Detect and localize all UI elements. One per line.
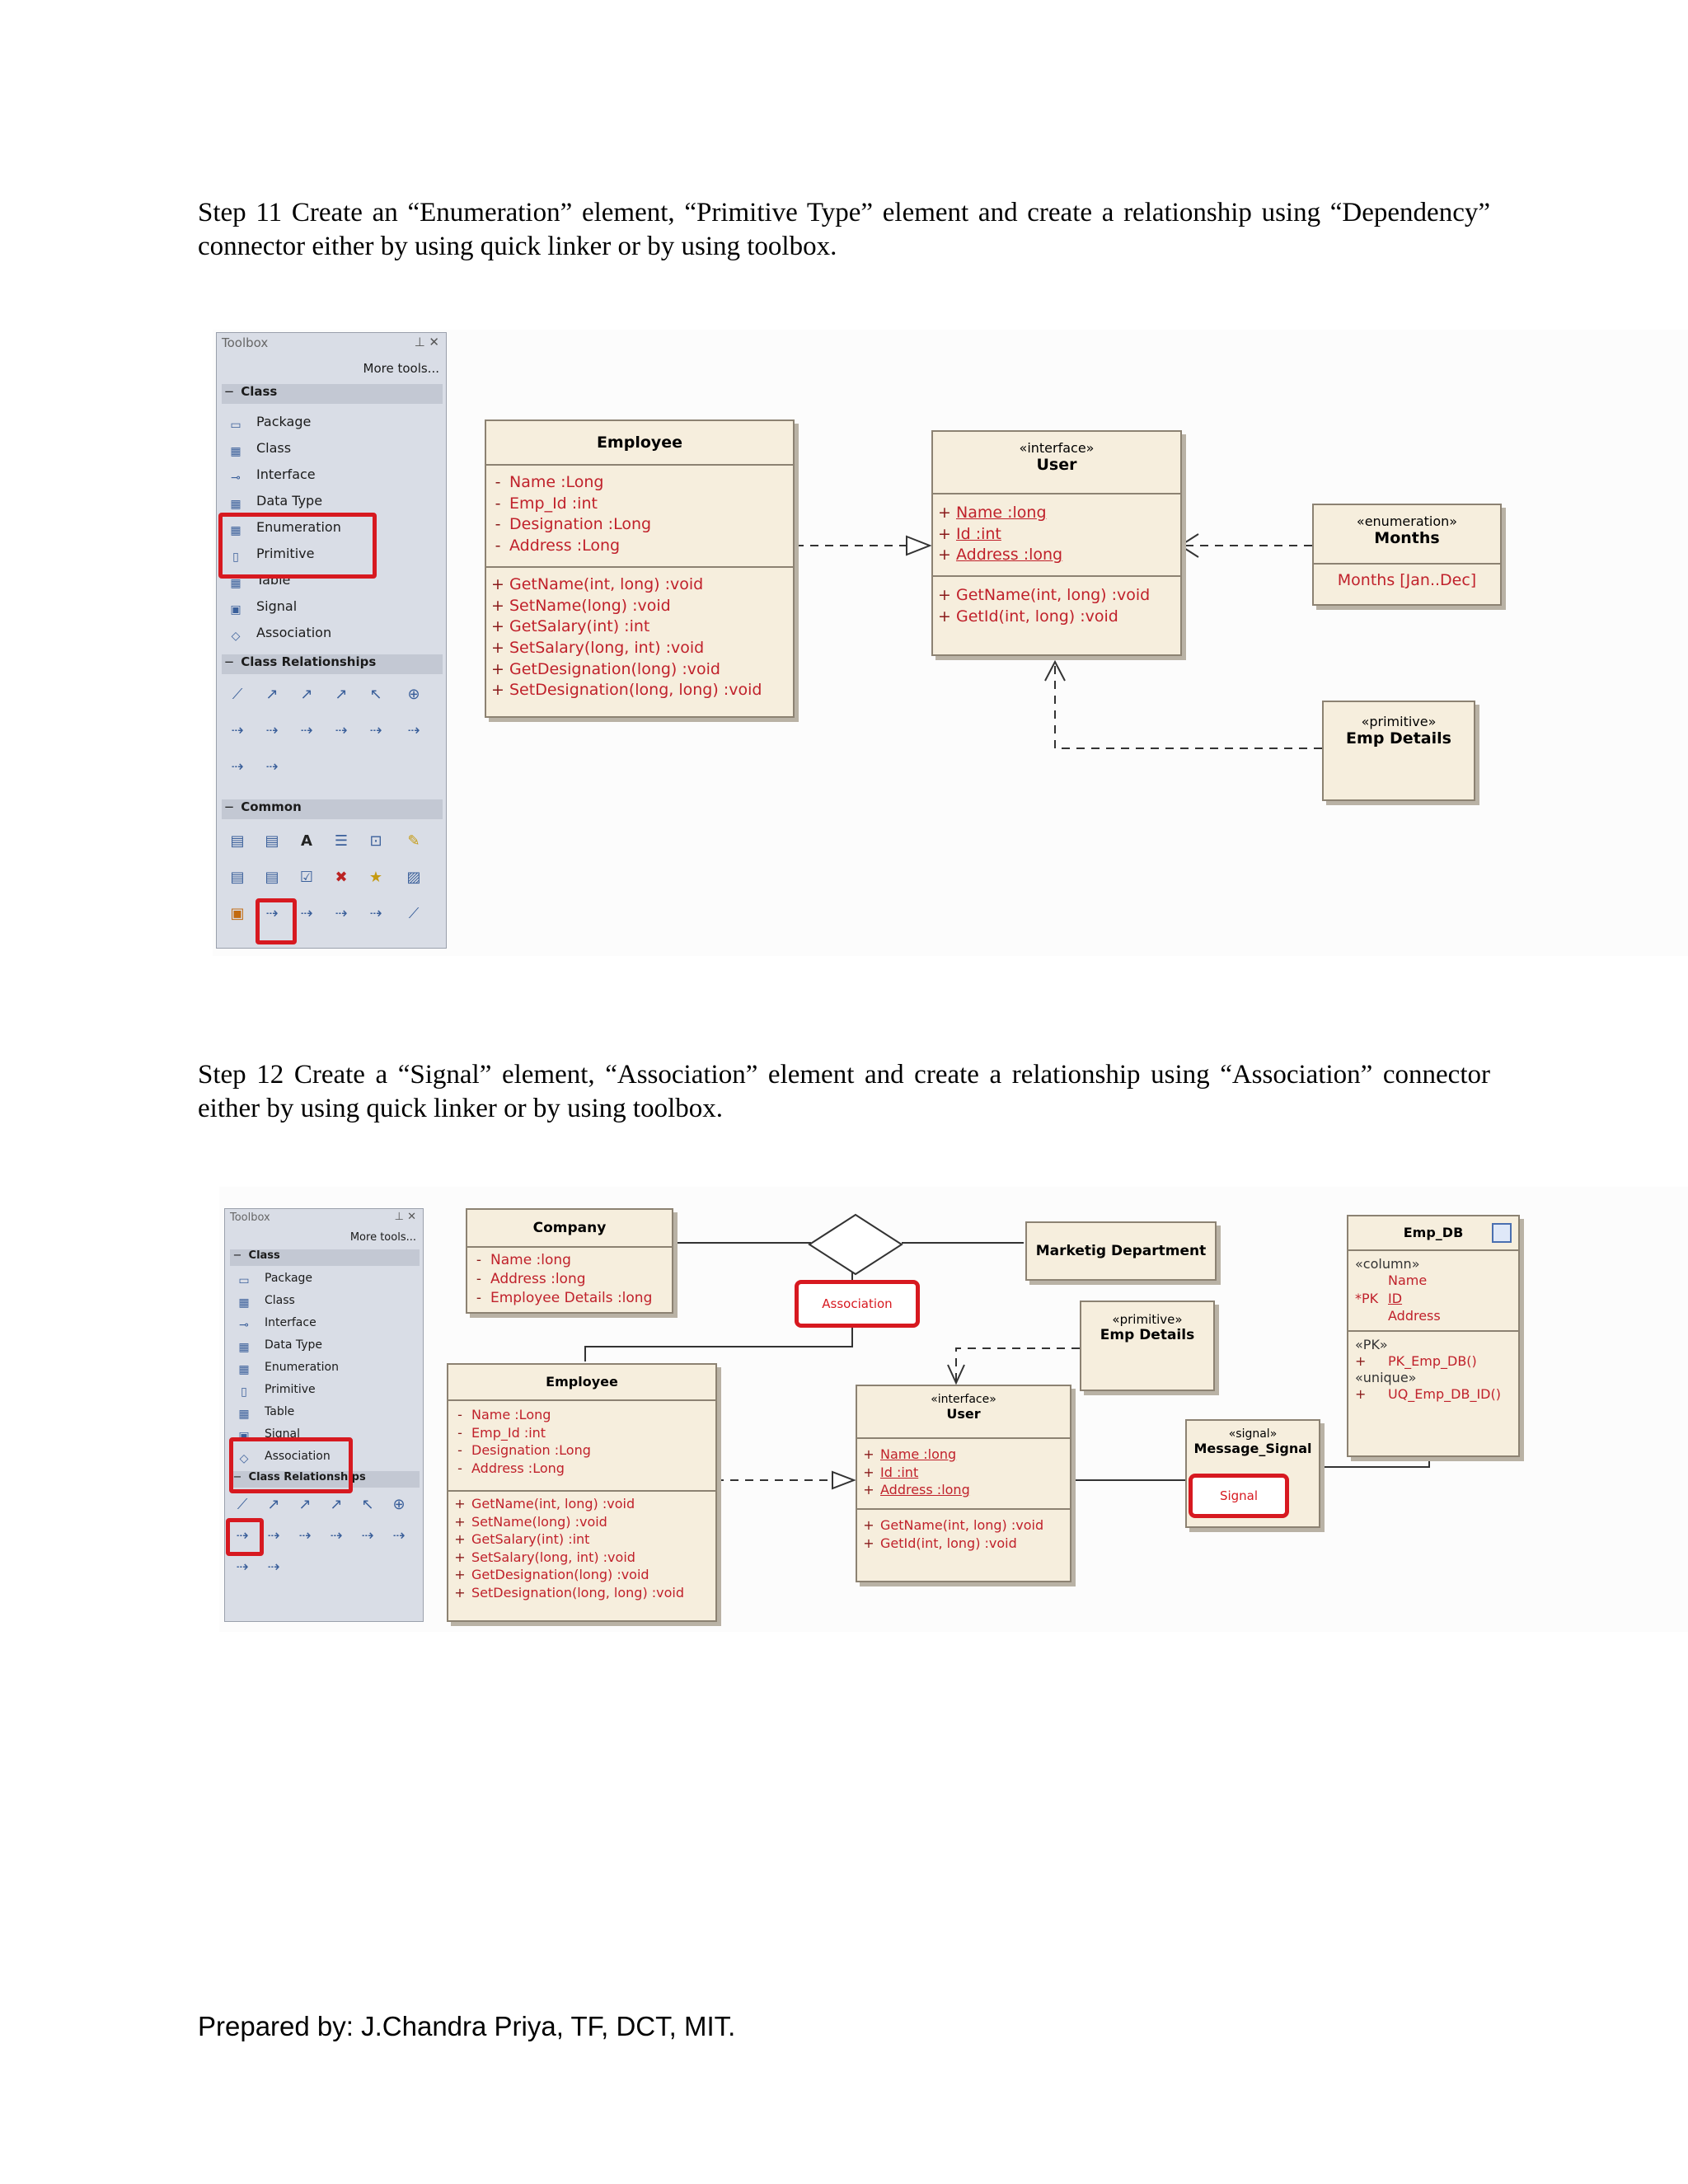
package-icon: ▭ bbox=[238, 1274, 250, 1287]
toolbox-item-signal[interactable]: ▣ Signal bbox=[237, 1427, 300, 1443]
toolbox-panel-2: Toolbox ⊥ ✕ More tools... − Class ▭ Package ▦ Class ⊸ Interface ▦ Data Type ▦ Enumeration ▯ Primitive ▦ Table ▣ Signal ◇ Association − Class Relationships ⟋ ↗ ↗ ↗ ↖ ⊕ ⇢ ⇢ ⇢ ⇢ ⇢ ⇢ ⇢ ⇢ bbox=[224, 1208, 424, 1622]
emp-details-primitive-box-2[interactable]: «primitive» Emp Details bbox=[1080, 1301, 1215, 1391]
operation: GetName(int, long) :void bbox=[880, 1517, 1044, 1533]
step-12-text: Step 12 Create a “Signal” element, “Association” element and create a relationship using “Association” connector either by using quick linker or by using toolbox. bbox=[198, 1060, 1490, 1123]
dependency-icon[interactable]: ⇢ bbox=[236, 1527, 249, 1544]
enumeration-icon: ▦ bbox=[238, 1363, 250, 1376]
emp-db-table-box[interactable]: Emp_DB «column» Name *PK ID Address «PK» + PK_Emp_DB() «unique» + UQ_Emp_DB_ID() bbox=[1347, 1215, 1520, 1457]
association-icon: ◇ bbox=[231, 630, 241, 643]
package-icon: ▭ bbox=[230, 419, 241, 432]
generalization-icon[interactable]: ↗ bbox=[267, 1496, 280, 1513]
attribute: Name :long bbox=[490, 1252, 571, 1268]
boundary-icon[interactable]: ▤ bbox=[265, 869, 279, 886]
unique-operation: UQ_Emp_DB_ID() bbox=[1388, 1386, 1501, 1403]
step-11-text: Step 11 Create an “Enumeration” element, “Primitive Type” element and create a relationship using “Dependency” connector either by using quick linker or by using toolbox. bbox=[198, 198, 1490, 261]
toolbox-item-association[interactable]: ◇ Association bbox=[237, 1450, 331, 1465]
employee-operations: + GetName(int, long) :void + SetName(long) :void + GetSalary(int) :int + SetSalary(long, int) :void + GetDesignation(long) :void + SetDesignation(long, long) :void bbox=[491, 575, 762, 700]
import-icon[interactable]: ⇢ bbox=[392, 1527, 406, 1544]
toolbox-item-table[interactable]: ▦ Table bbox=[237, 1405, 294, 1421]
usage-icon[interactable]: ⇢ bbox=[298, 1527, 312, 1544]
operation: SetDesignation(long, long) :void bbox=[471, 1584, 685, 1601]
class-section-header[interactable]: − Class bbox=[222, 384, 443, 404]
note-link-icon[interactable]: ⇢ bbox=[369, 905, 382, 922]
hyperlink-icon[interactable]: ⊡ bbox=[369, 832, 382, 850]
message-signal-box[interactable]: «signal» Message_Signal bbox=[1185, 1419, 1320, 1528]
operation: SetName(long) :void bbox=[471, 1513, 607, 1530]
issue-icon[interactable]: ✖ bbox=[335, 869, 348, 886]
association-icon: ◇ bbox=[239, 1452, 249, 1465]
signal-icon: ▣ bbox=[230, 603, 241, 616]
attribute: Id :int bbox=[880, 1464, 919, 1480]
operation: GetName(int, long) :void bbox=[471, 1496, 635, 1511]
toolbox-item-interface[interactable]: ⊸ Interface bbox=[228, 466, 316, 485]
operation: GetId(int, long) :void bbox=[880, 1535, 1017, 1551]
attribute: Address :Long bbox=[509, 536, 621, 555]
marketing-department-box[interactable] bbox=[1025, 1221, 1217, 1281]
employee-class-box-2[interactable]: Employee - Name :Long - Emp_Id :int - Designation :Long - Address :Long + GetName(int, long) :void + SetName(long) :void + GetSalary(int) :int + SetSalary(long, int) :void + GetDesignation(long) :void + SetDesignation(long, long) :void bbox=[447, 1363, 717, 1622]
import-icon[interactable]: ⇢ bbox=[407, 722, 420, 739]
attribute: Address :Long bbox=[471, 1460, 565, 1476]
toolbox-item-class[interactable]: ▦ Class bbox=[228, 440, 291, 458]
attribute: Id :int bbox=[956, 524, 1001, 543]
operation: SetDesignation(long, long) :void bbox=[509, 681, 762, 700]
table-icon: ▦ bbox=[238, 1408, 250, 1421]
composition-icon[interactable]: ↗ bbox=[330, 1496, 343, 1513]
operation: SetSalary(long, int) :void bbox=[471, 1549, 635, 1565]
operation: SetName(long) :void bbox=[509, 596, 671, 615]
toolbox-item-enumeration[interactable]: ▦ Enumeration bbox=[237, 1361, 339, 1376]
nesting-icon[interactable]: ⊕ bbox=[407, 686, 420, 703]
operation: GetName(int, long) :void bbox=[509, 575, 704, 593]
aggregation-icon[interactable]: ↗ bbox=[300, 686, 313, 703]
association-connector-icon[interactable]: ⟋ bbox=[237, 1496, 248, 1513]
months-literal: Months [Jan..Dec] bbox=[1337, 571, 1477, 589]
attribute: Address :long bbox=[490, 1270, 586, 1287]
text-icon[interactable]: A bbox=[301, 832, 312, 850]
toolbox-item-association[interactable]: ◇ Association bbox=[228, 625, 331, 643]
employee-class-name: Employee bbox=[486, 421, 793, 466]
access-icon[interactable]: ⇢ bbox=[267, 1558, 280, 1576]
toolbox-item-package[interactable]: ▭ Package bbox=[228, 414, 311, 432]
class-icon: ▦ bbox=[230, 445, 241, 458]
table-icon: ▦ bbox=[230, 577, 241, 590]
user-interface-box-2[interactable]: «interface» User + Name :long + Id :int + Address :long + GetName(int, long) :void + GetId(int, long) :void bbox=[856, 1385, 1071, 1582]
column: ID bbox=[1388, 1290, 1403, 1306]
data-type-icon: ▦ bbox=[230, 498, 241, 511]
toolbox-item-data-type[interactable]: ▦ Data Type bbox=[228, 493, 322, 511]
trace-connector-icon[interactable]: ⇢ bbox=[300, 905, 313, 922]
interface-icon: ⊸ bbox=[231, 471, 241, 485]
operation: SetSalary(long, int) :void bbox=[509, 638, 705, 657]
enumeration-icon: ▦ bbox=[230, 524, 241, 537]
attribute: Employee Details :long bbox=[490, 1289, 653, 1306]
class-relationships-section-header[interactable]: − Class Relationships bbox=[222, 654, 443, 674]
attribute: Address :long bbox=[880, 1482, 970, 1498]
class-icon: ▦ bbox=[238, 1296, 250, 1310]
composition-icon[interactable]: ↗ bbox=[335, 686, 348, 703]
attribute: Designation :Long bbox=[509, 515, 652, 534]
company-class-name: Company bbox=[467, 1210, 672, 1248]
primitive-icon: ▯ bbox=[241, 1385, 247, 1399]
image-icon[interactable]: ▨ bbox=[406, 869, 421, 886]
primitive-icon: ▯ bbox=[232, 551, 239, 564]
emp-db-name: Emp_DB bbox=[1403, 1225, 1464, 1240]
dependency-icon[interactable]: ⇢ bbox=[231, 722, 244, 739]
toolbox-item-interface[interactable]: ⊸ Interface bbox=[237, 1316, 316, 1332]
abstraction-icon[interactable]: ⇢ bbox=[361, 1527, 374, 1544]
attribute: Name :long bbox=[956, 504, 1047, 522]
substitution-icon[interactable]: ⇢ bbox=[330, 1527, 343, 1544]
aggregation-icon[interactable]: ↗ bbox=[298, 1496, 312, 1513]
operation: GetName(int, long) :void bbox=[956, 586, 1151, 604]
pk-operation: PK_Emp_DB() bbox=[1388, 1352, 1477, 1369]
toolbox-item-signal[interactable]: ▣ Signal bbox=[228, 598, 297, 616]
attribute: Name :Long bbox=[471, 1407, 551, 1422]
operation: GetSalary(int) :int bbox=[471, 1531, 590, 1548]
toolbox-item-data-type[interactable]: ▦ Data Type bbox=[237, 1338, 322, 1354]
common-section-header[interactable]: − Common bbox=[222, 799, 443, 819]
column: Name bbox=[1388, 1272, 1428, 1288]
constraint-icon[interactable]: ▣ bbox=[230, 905, 245, 922]
realization-icon[interactable]: ↖ bbox=[361, 1496, 374, 1513]
toolbox-item-table[interactable]: ▦ Table bbox=[228, 572, 290, 590]
user-interface-name: User bbox=[1036, 456, 1077, 474]
employee-attributes: - Name :Long - Emp_Id :int - Designation :Long - Address :Long bbox=[486, 466, 793, 568]
association-diamond bbox=[809, 1215, 902, 1274]
attribute: Address :long bbox=[956, 546, 1063, 565]
note-icon[interactable]: ▤ bbox=[230, 832, 245, 850]
marketing-department-name: Marketig Department bbox=[1035, 1243, 1207, 1259]
column: Address bbox=[1388, 1308, 1441, 1324]
footer-credit: Prepared by: J.Chandra Priya, TF, DCT, MIT. bbox=[198, 2011, 736, 2041]
toolbox-title: Toolbox bbox=[222, 335, 269, 350]
attribute: Designation :Long bbox=[471, 1442, 591, 1459]
toolbox-item-class[interactable]: ▦ Class bbox=[237, 1294, 295, 1310]
emp-details-name: Emp Details bbox=[1346, 729, 1451, 748]
toolbox-pin-close-icons[interactable]: ⊥ ✕ bbox=[414, 335, 439, 349]
attribute: Name :Long bbox=[509, 473, 604, 491]
attribute: Name :long bbox=[880, 1446, 957, 1462]
list-icon[interactable]: ☰ bbox=[334, 832, 349, 850]
artifact-icon[interactable]: ✎ bbox=[407, 832, 420, 850]
table-icon bbox=[1492, 1223, 1512, 1243]
signal-icon: ▣ bbox=[238, 1430, 250, 1443]
diagram-link-icon[interactable]: ⟋ bbox=[408, 905, 420, 922]
access-icon[interactable]: ⇢ bbox=[265, 758, 279, 776]
association-connector-icon[interactable]: ⟋ bbox=[232, 686, 243, 703]
more-tools-button[interactable]: More tools... bbox=[363, 361, 439, 376]
merge-icon[interactable]: ⇢ bbox=[231, 758, 244, 776]
toolbox-item-package[interactable]: ▭ Package bbox=[237, 1272, 312, 1287]
signal-callout: Signal bbox=[1189, 1474, 1289, 1518]
dependency-connector-icon[interactable]: ⇢ bbox=[265, 905, 279, 922]
merge-icon[interactable]: ⇢ bbox=[236, 1558, 249, 1576]
user-operations: + GetName(int, long) :void + GetId(int, long) :void bbox=[938, 586, 1151, 626]
message-signal-name: Message_Signal bbox=[1193, 1441, 1312, 1456]
toolbox-item-primitive[interactable]: ▯ Primitive bbox=[237, 1383, 316, 1399]
months-name: Months bbox=[1374, 529, 1440, 547]
months-stereotype: «enumeration» bbox=[1356, 513, 1458, 529]
data-type-icon: ▦ bbox=[238, 1341, 250, 1354]
document-icon[interactable]: ▤ bbox=[265, 832, 279, 850]
trace-icon[interactable]: ⇢ bbox=[265, 722, 279, 739]
association-callout: Association bbox=[795, 1280, 920, 1328]
interface-icon: ⊸ bbox=[239, 1319, 249, 1332]
usage-icon[interactable]: ⇢ bbox=[300, 722, 313, 739]
toolbox-item-primitive[interactable]: ▯ Primitive bbox=[228, 546, 314, 564]
operation: GetId(int, long) :void bbox=[956, 607, 1118, 626]
change-icon[interactable]: ★ bbox=[368, 869, 383, 886]
legend-icon[interactable]: ▤ bbox=[230, 869, 245, 886]
generalization-icon[interactable]: ↗ bbox=[265, 686, 279, 703]
nesting-icon[interactable]: ⊕ bbox=[392, 1496, 406, 1513]
abstraction-icon[interactable]: ⇢ bbox=[369, 722, 382, 739]
operation: GetDesignation(long) :void bbox=[471, 1567, 649, 1583]
operation: GetDesignation(long) :void bbox=[509, 659, 720, 678]
substitution-icon[interactable]: ⇢ bbox=[335, 722, 348, 739]
user-attributes: + Name :long + Id :int + Address :long bbox=[933, 494, 1180, 577]
information-flow-icon[interactable]: ⇢ bbox=[335, 905, 348, 922]
diagram-frame-icon[interactable]: ☑ bbox=[299, 869, 314, 886]
realization-icon[interactable]: ↖ bbox=[369, 686, 382, 703]
trace-icon[interactable]: ⇢ bbox=[267, 1527, 280, 1544]
user-stereotype: «interface» bbox=[1019, 440, 1095, 456]
emp-details-stereotype: «primitive» bbox=[1361, 714, 1437, 729]
attribute: Emp_Id :int bbox=[471, 1424, 546, 1441]
toolbox-item-enumeration[interactable]: ▦ Enumeration bbox=[228, 519, 341, 537]
attribute: Emp_Id :int bbox=[509, 494, 598, 513]
company-class-box[interactable]: Company - Name :long - Address :long - Employee Details :long bbox=[466, 1208, 673, 1314]
operation: GetSalary(int) :int bbox=[509, 617, 650, 636]
